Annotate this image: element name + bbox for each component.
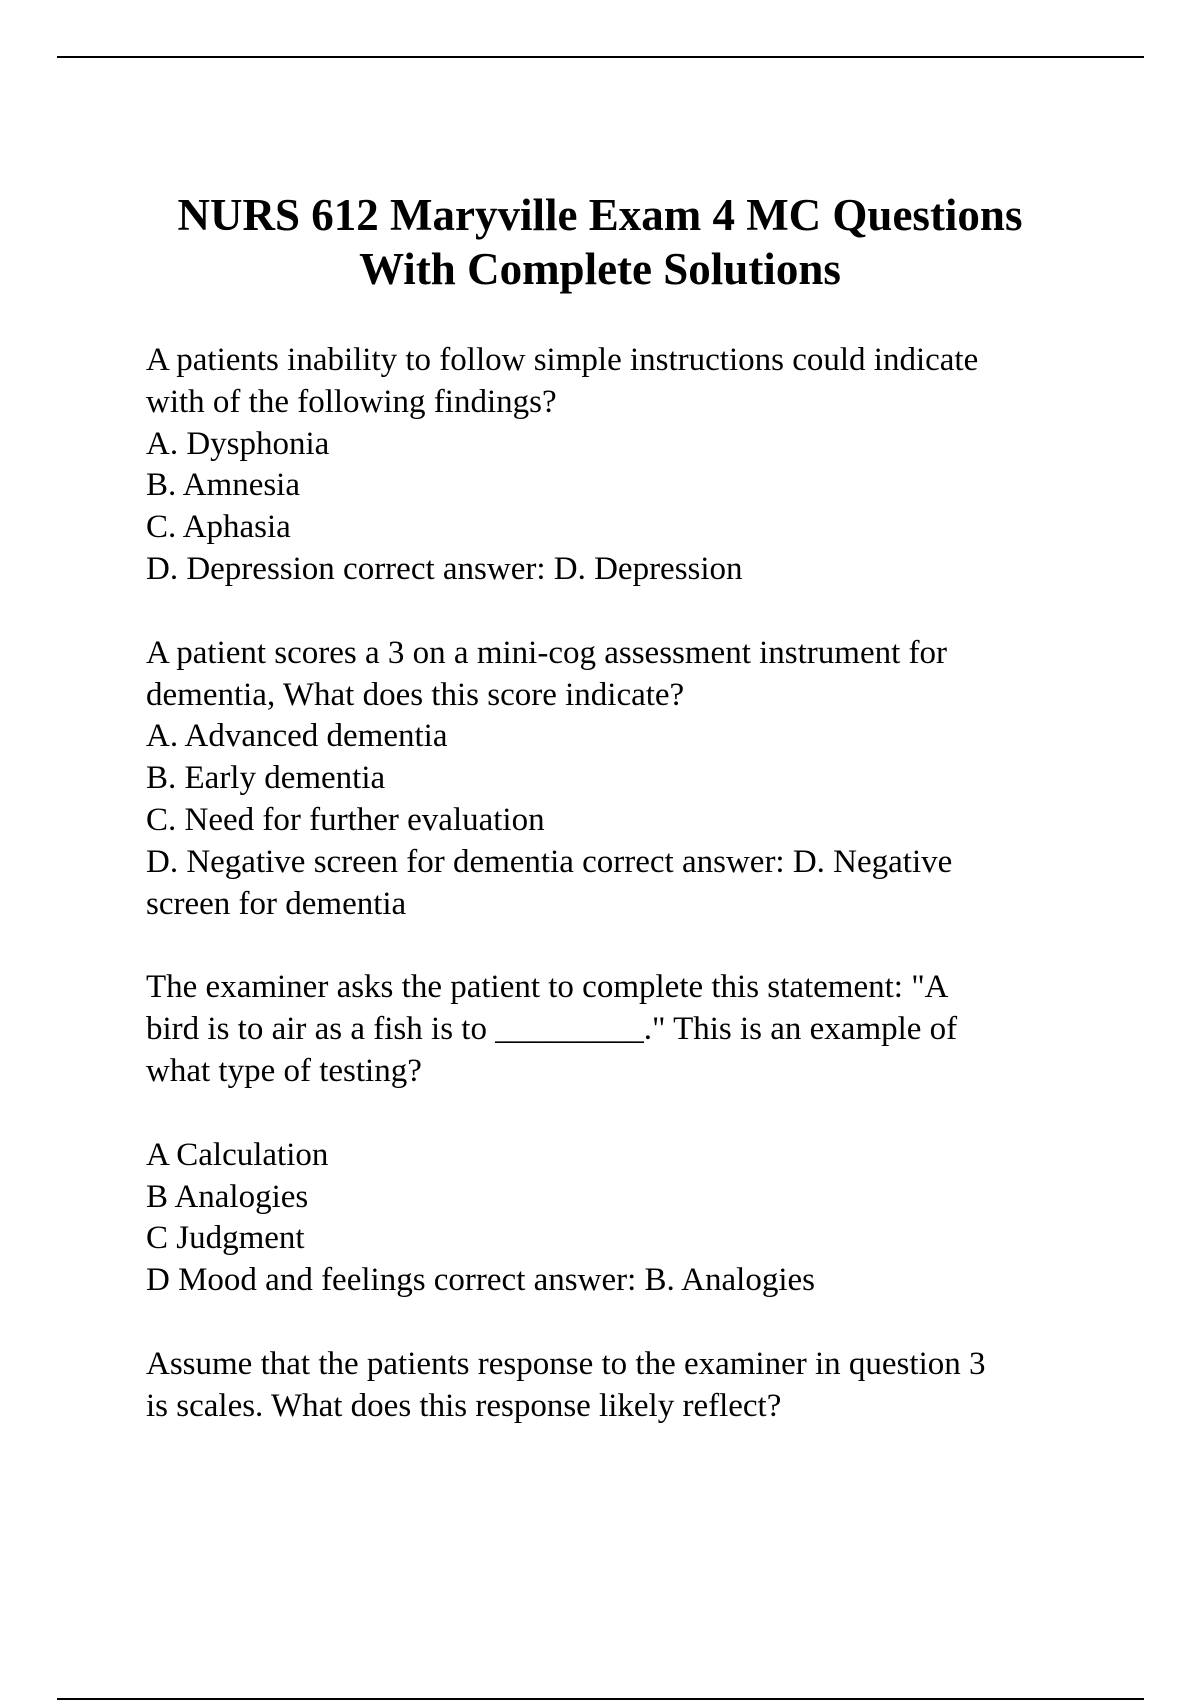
question-stem: with of the following findings? bbox=[146, 383, 557, 420]
question-1 bbox=[146, 340, 1106, 591]
page-title bbox=[100, 188, 1100, 296]
spacer bbox=[146, 1093, 1106, 1135]
answer-option: D. Depression correct answer: D. Depression bbox=[146, 550, 743, 587]
question-stem: A patients inability to follow simple instructions could indicate bbox=[146, 342, 979, 378]
question-stem: The examiner asks the patient to complete this statement: "A bbox=[146, 969, 949, 1006]
answer-option: D Mood and feelings correct answer: B. Analogies bbox=[146, 1262, 815, 1299]
answer-option: A Calculation bbox=[146, 1136, 329, 1173]
question-stem: is scales. What does this response likely reflect? bbox=[146, 1387, 782, 1424]
question-3 bbox=[146, 967, 1106, 1302]
question-list bbox=[146, 340, 1106, 1428]
answer-option: C Judgment bbox=[146, 1220, 305, 1257]
answer-option: A. Dysphonia bbox=[146, 425, 330, 462]
top-rule bbox=[57, 56, 1144, 58]
spacer bbox=[146, 925, 1106, 967]
answer-option: B. Amnesia bbox=[146, 467, 300, 504]
title-line-1: NURS 612 Maryville Exam 4 MC Questions bbox=[177, 190, 1023, 240]
question-stem: A patient scores a 3 on a mini-cog assessment instrument for bbox=[146, 634, 947, 671]
answer-option: A. Advanced dementia bbox=[146, 718, 448, 755]
question-stem: what type of testing? bbox=[146, 1052, 422, 1089]
answer-option: C. Aphasia bbox=[146, 509, 291, 546]
question-2 bbox=[146, 633, 1106, 926]
answer-option: B Analogies bbox=[146, 1178, 309, 1215]
spacer bbox=[146, 1302, 1106, 1344]
answer-option: D. Negative screen for dementia correct answer: D. Negative bbox=[146, 843, 953, 880]
answer-option: B. Early dementia bbox=[146, 760, 386, 797]
question-stem: bird is to air as a fish is to _________." This is an example of bbox=[146, 1011, 958, 1048]
spacer bbox=[146, 591, 1106, 633]
question-4 bbox=[146, 1344, 1106, 1428]
answer-option: screen for dementia bbox=[146, 885, 407, 922]
question-stem: Assume that the patients response to the examiner in question 3 bbox=[146, 1345, 986, 1382]
answer-option: C. Need for further evaluation bbox=[146, 801, 545, 838]
question-stem: dementia, What does this score indicate? bbox=[146, 676, 685, 713]
title-line-2: With Complete Solutions bbox=[359, 244, 841, 294]
